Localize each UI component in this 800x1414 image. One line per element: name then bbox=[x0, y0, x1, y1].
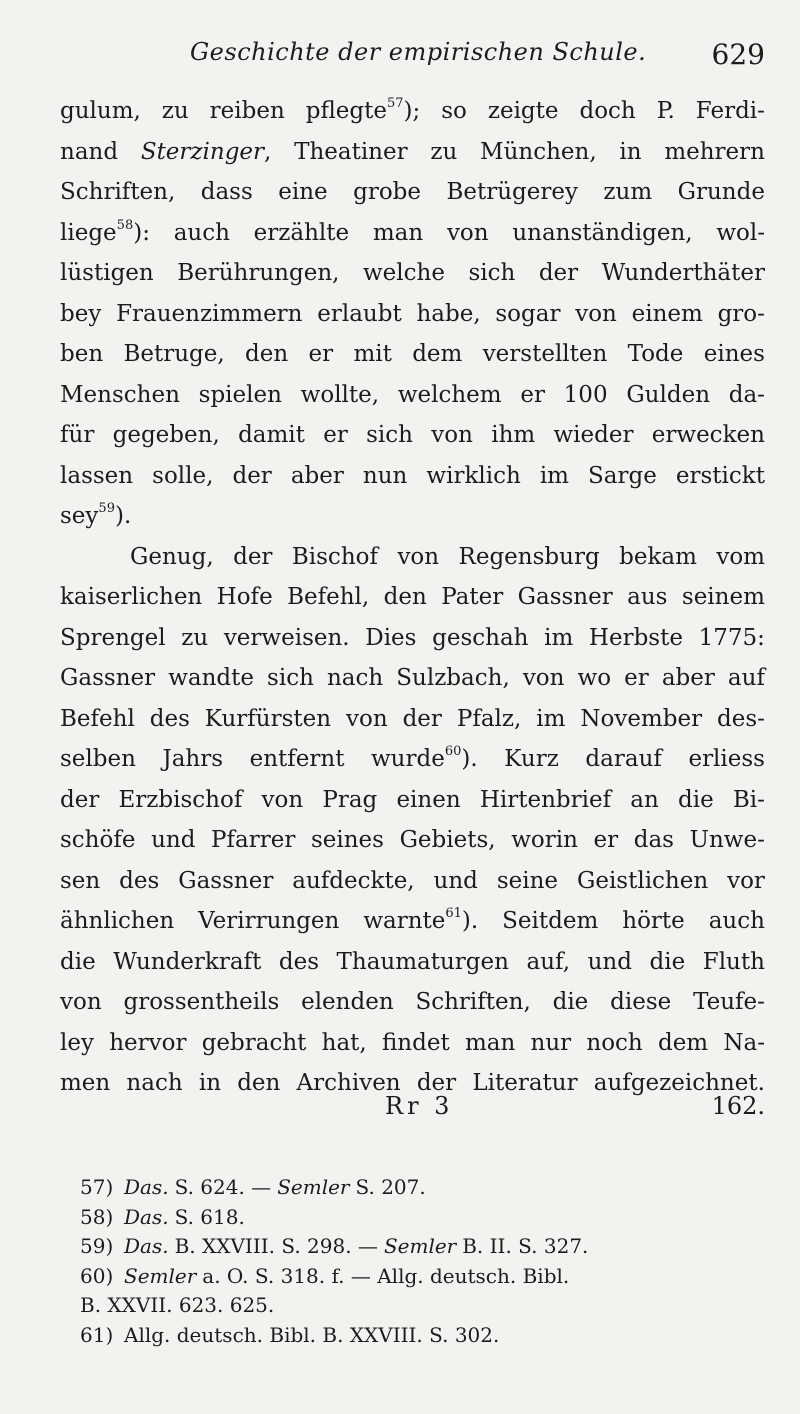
footnote-number: 57) bbox=[80, 1175, 114, 1199]
word: unanständigen, bbox=[512, 219, 693, 246]
text-line bbox=[60, 217, 765, 261]
word: auch bbox=[708, 908, 765, 934]
word: lassen bbox=[60, 462, 134, 489]
text-line bbox=[60, 868, 765, 909]
word: von bbox=[60, 989, 102, 1015]
word: man bbox=[372, 219, 424, 246]
word: Teufe- bbox=[693, 989, 765, 1015]
word: Befehl, bbox=[287, 584, 370, 610]
word: noch bbox=[586, 1029, 643, 1056]
word: mehrern bbox=[664, 138, 765, 165]
text-line bbox=[60, 382, 765, 423]
word: in bbox=[619, 138, 642, 165]
word: Erzbischof bbox=[118, 786, 243, 813]
footnote-number: 60) bbox=[80, 1263, 114, 1288]
word: zu bbox=[430, 138, 458, 165]
text-line bbox=[60, 503, 765, 544]
footnote-ref: 61 bbox=[445, 906, 462, 922]
word: Berührungen, bbox=[177, 260, 340, 286]
text-line bbox=[60, 665, 765, 706]
word: reiben bbox=[209, 98, 285, 124]
text-line bbox=[60, 949, 765, 990]
text-line bbox=[60, 787, 765, 828]
word: die bbox=[552, 989, 589, 1015]
word: den bbox=[237, 1070, 281, 1096]
word: Gebiets, bbox=[399, 827, 496, 853]
word: er bbox=[624, 665, 649, 691]
footnote bbox=[80, 1323, 760, 1353]
word: zum bbox=[603, 179, 653, 205]
word: Befehl bbox=[60, 705, 135, 732]
text-line bbox=[60, 301, 765, 342]
footnote-text: B. XXVII. 623. 625. bbox=[80, 1293, 275, 1317]
word: zu bbox=[161, 98, 189, 124]
word: im bbox=[539, 462, 569, 489]
word: warnte$^{61}$). bbox=[363, 906, 479, 934]
footnote-ref: 59 bbox=[98, 501, 115, 517]
text-line bbox=[60, 746, 765, 787]
word: im bbox=[544, 624, 574, 651]
word: Seitdem bbox=[502, 908, 599, 934]
text-line bbox=[60, 341, 765, 382]
word: lüstigen bbox=[60, 260, 154, 286]
word: Menschen bbox=[60, 381, 180, 408]
text-line bbox=[60, 827, 765, 868]
footnote-ref: 60 bbox=[444, 744, 462, 760]
word: 100 bbox=[563, 381, 608, 408]
word: zeigte bbox=[487, 98, 559, 124]
signature-mark: Rr 3 bbox=[385, 1092, 454, 1120]
word: Literatur bbox=[472, 1070, 578, 1096]
word: er bbox=[308, 341, 334, 367]
word: damit bbox=[238, 422, 305, 448]
word: nur bbox=[530, 1029, 572, 1056]
word: wol- bbox=[716, 219, 765, 246]
word: der bbox=[416, 1070, 457, 1096]
footnote-text: Semler bbox=[124, 1263, 197, 1288]
word: da- bbox=[728, 381, 765, 408]
word: Dies bbox=[365, 624, 417, 651]
page-number: 629 bbox=[711, 38, 765, 71]
word: hörte bbox=[622, 908, 685, 934]
word: Wunderthäter bbox=[601, 260, 765, 286]
signature-line bbox=[60, 1092, 765, 1126]
word: dem bbox=[412, 341, 463, 367]
text-line bbox=[60, 908, 765, 949]
word: grossentheils bbox=[123, 989, 280, 1015]
word: Archiven bbox=[296, 1070, 401, 1096]
word: verstellten bbox=[482, 341, 608, 367]
word: die bbox=[649, 948, 686, 975]
word: P. bbox=[656, 98, 675, 124]
word: aus bbox=[627, 584, 668, 610]
word: Theatiner bbox=[294, 138, 408, 165]
footnote bbox=[80, 1205, 760, 1235]
word: des bbox=[149, 705, 190, 732]
word: erstickt bbox=[675, 462, 765, 489]
word: und bbox=[587, 948, 632, 975]
footnote-text: Semler bbox=[277, 1175, 350, 1199]
word: Regensburg bbox=[458, 543, 600, 570]
word: auf, bbox=[526, 948, 571, 975]
footnote bbox=[80, 1264, 760, 1294]
footnote bbox=[80, 1234, 760, 1264]
word: grobe bbox=[353, 179, 422, 205]
footnotes bbox=[80, 1175, 760, 1352]
word: dass bbox=[200, 179, 253, 205]
word: worin bbox=[511, 827, 578, 853]
footnote-text: a. O. S. 318. f. — Allg. deutsch. Bibl. bbox=[202, 1263, 570, 1288]
word: Betrügerey bbox=[446, 179, 578, 205]
word: Grunde bbox=[677, 179, 765, 205]
word: sogar bbox=[495, 300, 561, 327]
word: Hofe bbox=[216, 584, 273, 610]
word: Ferdi- bbox=[695, 98, 765, 124]
word: sey$^{59}$). bbox=[60, 501, 132, 529]
word: erlaubt bbox=[317, 300, 402, 327]
word: nach bbox=[326, 665, 384, 691]
word: der bbox=[232, 462, 272, 489]
word: Jahrs bbox=[162, 746, 224, 772]
word: gebracht bbox=[201, 1029, 307, 1056]
text-line bbox=[60, 179, 765, 220]
text-line bbox=[60, 260, 765, 301]
word: Bi- bbox=[732, 786, 765, 813]
word: von bbox=[446, 219, 489, 246]
word: Verirrungen bbox=[198, 908, 340, 934]
word: selben bbox=[60, 746, 136, 772]
footnote-text: Das. bbox=[124, 1234, 169, 1258]
word: in bbox=[198, 1070, 222, 1096]
footnote-ref: 58 bbox=[116, 217, 134, 233]
word: Geistlichen bbox=[576, 867, 709, 894]
footnote-text: S. 207. bbox=[355, 1175, 426, 1199]
word: ben bbox=[60, 341, 104, 367]
word: entfernt bbox=[249, 746, 345, 772]
word: er bbox=[323, 422, 348, 448]
word: Sterzinger, bbox=[140, 138, 272, 165]
word: aber bbox=[290, 462, 344, 489]
word: seine bbox=[496, 867, 559, 894]
word: aber bbox=[661, 665, 715, 691]
word: Betruge, bbox=[123, 341, 225, 367]
word: bekam bbox=[619, 543, 697, 570]
word: der bbox=[538, 260, 579, 286]
footnote-text: B. II. S. 327. bbox=[462, 1234, 589, 1258]
word: von bbox=[261, 786, 304, 813]
word: wollte, bbox=[300, 381, 380, 408]
text-line bbox=[60, 139, 765, 180]
word: Schriften, bbox=[60, 179, 176, 205]
word: darauf bbox=[585, 746, 662, 772]
word: gro- bbox=[717, 300, 765, 327]
word: schöfe bbox=[60, 827, 136, 853]
word: nun bbox=[362, 462, 408, 489]
word: sich bbox=[468, 260, 516, 286]
word: im bbox=[536, 705, 566, 732]
footnote bbox=[80, 1293, 760, 1323]
word: Fluth bbox=[702, 948, 765, 975]
word: Na- bbox=[723, 1029, 765, 1056]
word: sich bbox=[267, 665, 314, 691]
word: man bbox=[464, 1029, 516, 1056]
running-head bbox=[60, 38, 765, 88]
word: erliess bbox=[688, 746, 765, 772]
word: von bbox=[346, 705, 388, 732]
word: eines bbox=[703, 341, 765, 367]
word: und bbox=[151, 827, 196, 853]
word: der bbox=[402, 705, 442, 732]
footnote-number: 61) bbox=[80, 1322, 114, 1347]
word: erzählte bbox=[253, 219, 350, 246]
text-line bbox=[60, 98, 765, 139]
word: habe, bbox=[416, 300, 481, 327]
word: für bbox=[60, 422, 95, 448]
word: sich bbox=[366, 422, 413, 448]
word: ähnlichen bbox=[60, 908, 175, 934]
word: Gassner bbox=[517, 584, 613, 610]
word: elenden bbox=[301, 989, 394, 1015]
word: kaiserlichen bbox=[60, 584, 203, 610]
word: Tode bbox=[627, 341, 684, 367]
word: Genug, bbox=[130, 543, 214, 570]
word: Unwe- bbox=[689, 827, 765, 853]
word: den bbox=[383, 584, 427, 610]
word: auf bbox=[727, 665, 765, 691]
word: Sprengel bbox=[60, 624, 166, 651]
word: des bbox=[278, 948, 319, 975]
word: einem bbox=[631, 300, 703, 327]
word: aufgezeichnet. bbox=[593, 1070, 765, 1096]
word: wandte bbox=[168, 665, 254, 691]
word: sen bbox=[60, 867, 101, 894]
word: Gulden bbox=[626, 381, 711, 408]
text-line bbox=[60, 989, 765, 1030]
word: vom bbox=[716, 543, 765, 570]
word: seines bbox=[310, 827, 384, 853]
text-line bbox=[60, 625, 765, 666]
word: des- bbox=[717, 705, 765, 732]
word: wirklich bbox=[426, 462, 521, 489]
word: liege$^{58}$): bbox=[60, 217, 150, 246]
text-line bbox=[60, 463, 765, 504]
word: und bbox=[433, 867, 478, 894]
word: Wunderkraft bbox=[113, 948, 262, 975]
word: findet bbox=[381, 1029, 450, 1056]
footnote-text: Das. bbox=[124, 1175, 169, 1199]
word: wurde$^{60}$). bbox=[371, 744, 478, 772]
word: den bbox=[245, 341, 289, 367]
word: nach bbox=[126, 1070, 183, 1096]
body-text bbox=[60, 98, 765, 1111]
text-line bbox=[60, 584, 765, 625]
word: Herbste bbox=[588, 624, 683, 651]
word: spielen bbox=[198, 381, 282, 408]
word: aufdeckte, bbox=[292, 867, 415, 894]
word: welche bbox=[362, 260, 445, 286]
word: November bbox=[580, 705, 703, 732]
word: Gassner bbox=[178, 867, 274, 894]
word: Frauenzimmern bbox=[116, 300, 303, 327]
word: verweisen. bbox=[223, 624, 350, 651]
word: Kurfürsten bbox=[204, 705, 332, 732]
footnote-text: Semler bbox=[383, 1234, 457, 1258]
word: er bbox=[520, 381, 545, 408]
word: der bbox=[60, 786, 100, 813]
text-line bbox=[60, 422, 765, 463]
word: vor bbox=[727, 867, 765, 894]
text-line bbox=[60, 544, 765, 585]
word: Sarge bbox=[588, 462, 657, 489]
word: eine bbox=[278, 179, 328, 205]
footnote-text: Das. bbox=[124, 1204, 169, 1229]
word: Pater bbox=[441, 584, 504, 610]
word: 1775: bbox=[698, 624, 765, 651]
word: zu bbox=[181, 624, 209, 651]
word: mit bbox=[353, 341, 392, 367]
word: auch bbox=[173, 219, 230, 246]
word: Hirtenbrief bbox=[479, 786, 612, 813]
word: Gassner bbox=[60, 665, 156, 691]
word: gulum, bbox=[60, 98, 141, 124]
word: geschah bbox=[432, 624, 529, 651]
text-line bbox=[60, 706, 765, 747]
footnote-number: 58) bbox=[80, 1204, 114, 1229]
word: wo bbox=[577, 665, 612, 691]
word: an bbox=[630, 786, 659, 813]
word: nand bbox=[60, 138, 119, 165]
word: einen bbox=[396, 786, 461, 813]
word: Pfalz, bbox=[456, 705, 522, 732]
word: von bbox=[397, 543, 440, 570]
word: pflegte$^{57}$); bbox=[305, 96, 421, 124]
word: von bbox=[522, 665, 565, 691]
footnote-text: S. 624. — bbox=[174, 1175, 272, 1199]
word: hervor bbox=[109, 1029, 187, 1056]
word: ley bbox=[60, 1029, 94, 1056]
word: men bbox=[60, 1070, 111, 1096]
text-line bbox=[60, 1030, 765, 1071]
word: wieder bbox=[553, 422, 634, 448]
word: doch bbox=[579, 98, 636, 124]
word: Prag bbox=[322, 786, 378, 813]
word: München, bbox=[480, 138, 597, 165]
word: Schriften, bbox=[415, 989, 531, 1015]
word: seinem bbox=[681, 584, 765, 610]
footnote-number: 59) bbox=[80, 1234, 114, 1258]
word: Thaumaturgen bbox=[336, 948, 509, 975]
footnote-text: S. 618. bbox=[174, 1204, 245, 1229]
catchword: 162. bbox=[711, 1092, 765, 1120]
word: hat, bbox=[321, 1029, 367, 1056]
word: er bbox=[593, 827, 619, 853]
footnote-ref: 57 bbox=[387, 96, 404, 112]
word: Kurz bbox=[504, 746, 559, 772]
word: von bbox=[575, 300, 617, 327]
word: bey bbox=[60, 300, 102, 327]
word: Bischof bbox=[291, 543, 378, 570]
word: ihm bbox=[491, 422, 536, 448]
word: solle, bbox=[152, 462, 214, 489]
word: gegeben, bbox=[112, 422, 220, 448]
word: das bbox=[633, 827, 674, 853]
running-title: Geschichte der empirischen Schule. bbox=[190, 38, 647, 66]
word: von bbox=[431, 422, 473, 448]
word: die bbox=[677, 786, 714, 813]
word: welchem bbox=[397, 381, 502, 408]
word: der bbox=[233, 543, 273, 570]
word: dem bbox=[657, 1029, 709, 1056]
word: erwecken bbox=[651, 422, 765, 448]
word: des bbox=[119, 867, 160, 894]
footnote-text: Allg. deutsch. Bibl. B. XXVIII. S. 302. bbox=[124, 1322, 500, 1347]
footnote bbox=[80, 1175, 760, 1205]
word: die bbox=[60, 948, 96, 975]
word: so bbox=[441, 98, 467, 124]
footnote-text: B. XXVIII. S. 298. — bbox=[174, 1234, 378, 1258]
word: Sulzbach, bbox=[396, 665, 510, 691]
word: diese bbox=[610, 989, 672, 1015]
word: Pfarrer bbox=[211, 827, 296, 853]
